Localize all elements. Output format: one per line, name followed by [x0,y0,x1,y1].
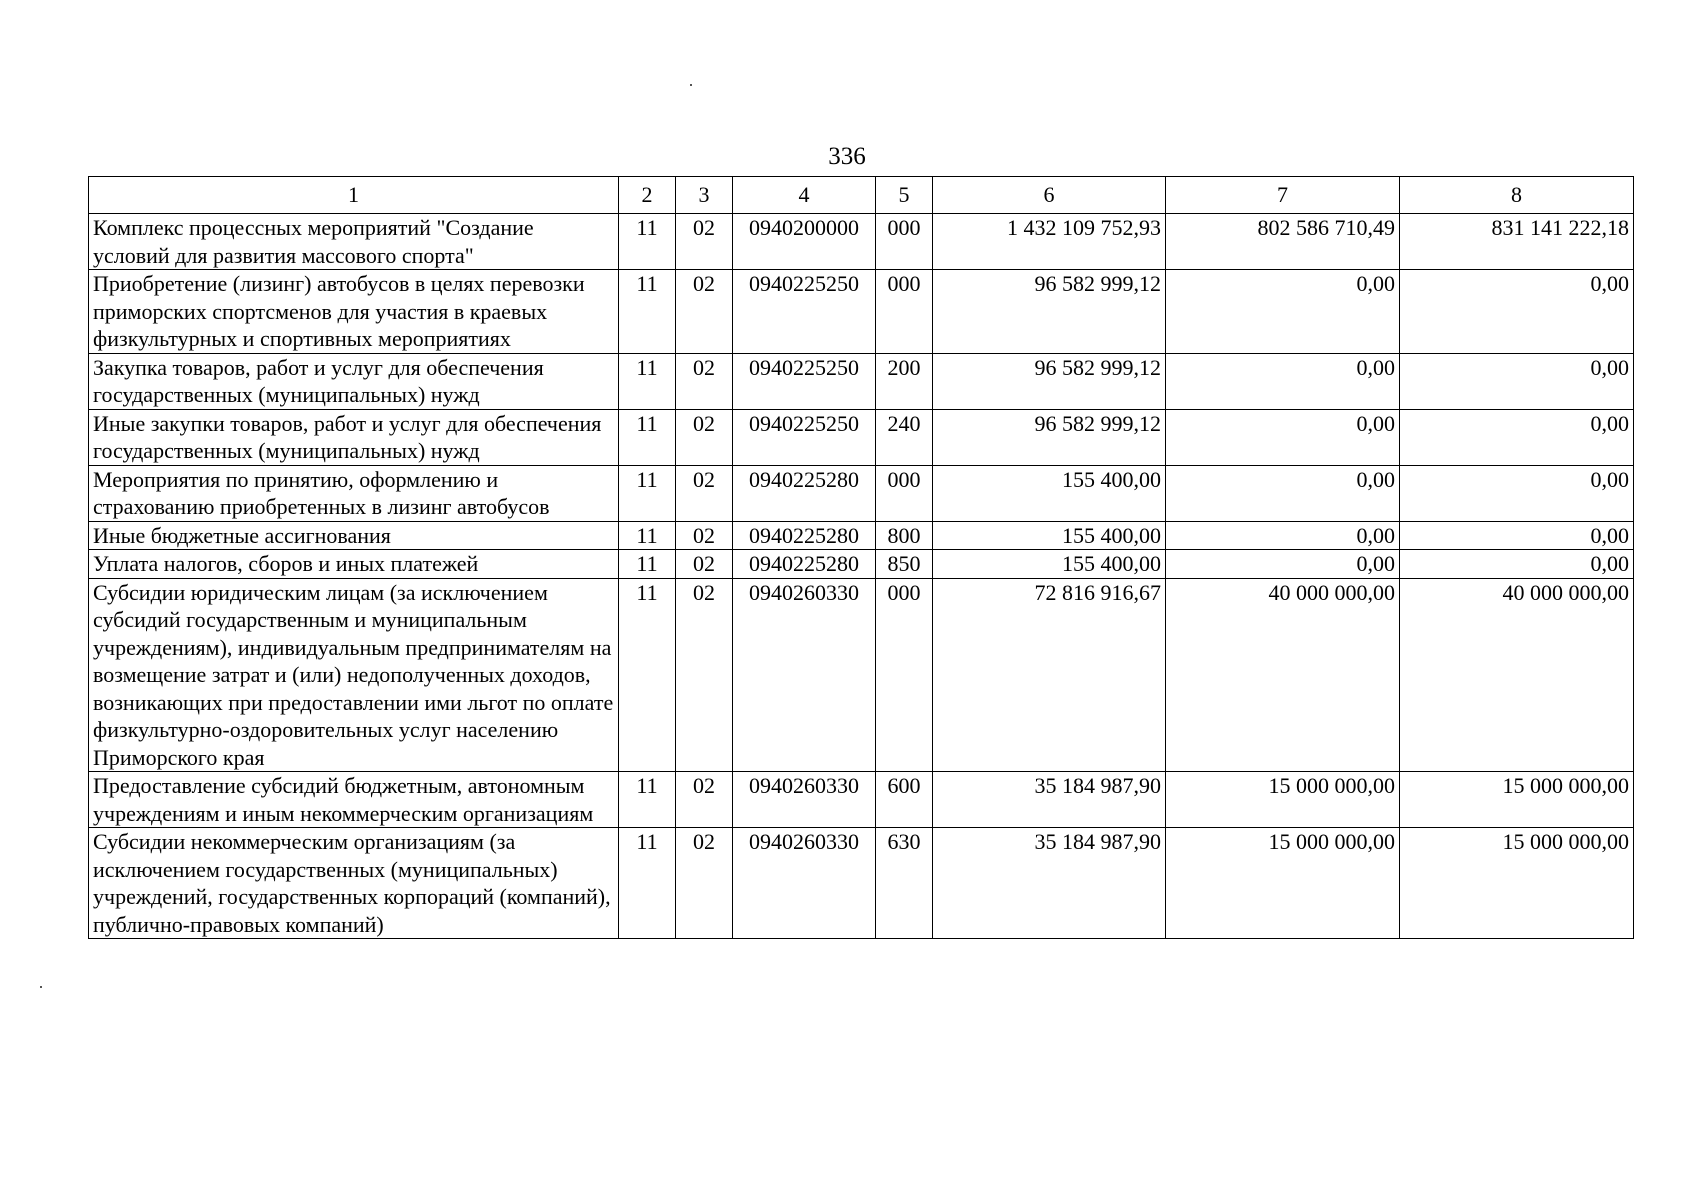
row-name: Уплата налогов, сборов и иных платежей [89,550,619,579]
row-target-code: 0940225280 [733,521,876,550]
header-col-3: 3 [676,177,733,214]
row-amount-col8: 0,00 [1400,550,1634,579]
row-section: 11 [619,772,676,828]
table-row [89,550,1634,579]
row-amount-col8: 0,00 [1400,465,1634,521]
row-expense-type: 000 [876,578,933,772]
row-amount-col7: 0,00 [1166,550,1400,579]
row-amount-col7: 0,00 [1166,465,1400,521]
header-col-7: 7 [1166,177,1400,214]
table-row [89,353,1634,409]
row-amount-col7: 15 000 000,00 [1166,772,1400,828]
table-row [89,214,1634,270]
row-target-code: 0940260330 [733,828,876,939]
row-section: 11 [619,465,676,521]
header-col-5: 5 [876,177,933,214]
row-section: 11 [619,521,676,550]
row-name: Иные закупки товаров, работ и услуг для обеспечения государственных (муниципальных) нужд [89,409,619,465]
row-expense-type: 800 [876,521,933,550]
row-expense-type: 000 [876,214,933,270]
row-subsection: 02 [676,465,733,521]
row-target-code: 0940225280 [733,550,876,579]
table-row [89,521,1634,550]
header-col-8: 8 [1400,177,1634,214]
row-section: 11 [619,578,676,772]
row-subsection: 02 [676,550,733,579]
page-number: 336 [828,143,866,170]
table-row [89,270,1634,354]
row-section: 11 [619,270,676,354]
row-amount-col6: 35 184 987,90 [933,828,1166,939]
row-subsection: 02 [676,578,733,772]
row-amount-col8: 0,00 [1400,270,1634,354]
row-subsection: 02 [676,409,733,465]
row-subsection: 02 [676,270,733,354]
row-name: Предоставление субсидий бюджетным, автономным учреждениям и иным некоммерческим организациям [89,772,619,828]
table-row [89,772,1634,828]
row-subsection: 02 [676,772,733,828]
header-col-4: 4 [733,177,876,214]
row-section: 11 [619,828,676,939]
row-subsection: 02 [676,214,733,270]
row-name: Мероприятия по принятию, оформлению и страхованию приобретенных в лизинг автобусов [89,465,619,521]
row-amount-col8: 0,00 [1400,353,1634,409]
row-amount-col6: 96 582 999,12 [933,409,1166,465]
scan-speck [40,986,42,988]
row-section: 11 [619,409,676,465]
row-subsection: 02 [676,353,733,409]
header-row [89,177,1634,214]
row-target-code: 0940260330 [733,578,876,772]
row-section: 11 [619,550,676,579]
row-amount-col7: 0,00 [1166,270,1400,354]
row-expense-type: 240 [876,409,933,465]
row-amount-col8: 15 000 000,00 [1400,828,1634,939]
row-amount-col7: 802 586 710,49 [1166,214,1400,270]
row-amount-col6: 96 582 999,12 [933,270,1166,354]
row-expense-type: 630 [876,828,933,939]
row-expense-type: 000 [876,465,933,521]
row-target-code: 0940200000 [733,214,876,270]
table-row [89,828,1634,939]
row-name: Закупка товаров, работ и услуг для обеспечения государственных (муниципальных) нужд [89,353,619,409]
row-amount-col8: 40 000 000,00 [1400,578,1634,772]
row-amount-col7: 0,00 [1166,521,1400,550]
row-amount-col6: 155 400,00 [933,465,1166,521]
row-amount-col6: 35 184 987,90 [933,772,1166,828]
row-section: 11 [619,353,676,409]
row-amount-col7: 0,00 [1166,409,1400,465]
row-name: Субсидии юридическим лицам (за исключением субсидий государственным и муниципальным учреждениям), индивидуальным предпринимателям на возмещение затрат и (или) недополученных доходов, возникающих при предоставлении ими льгот по оплате физкультурно-оздоровительных услуг населению Приморского края [89,578,619,772]
row-amount-col8: 0,00 [1400,409,1634,465]
row-target-code: 0940225250 [733,409,876,465]
scan-speck [690,84,692,86]
header-col-2: 2 [619,177,676,214]
row-amount-col7: 40 000 000,00 [1166,578,1400,772]
row-subsection: 02 [676,828,733,939]
row-expense-type: 200 [876,353,933,409]
row-target-code: 0940225250 [733,353,876,409]
row-name: Комплекс процессных мероприятий "Создание условий для развития массового спорта" [89,214,619,270]
row-amount-col6: 155 400,00 [933,550,1166,579]
header-col-6: 6 [933,177,1166,214]
table-row [89,578,1634,772]
row-target-code: 0940260330 [733,772,876,828]
row-expense-type: 850 [876,550,933,579]
row-target-code: 0940225250 [733,270,876,354]
row-amount-col6: 1 432 109 752,93 [933,214,1166,270]
row-name: Приобретение (лизинг) автобусов в целях перевозки приморских спортсменов для участия в краевых физкультурных и спортивных мероприятиях [89,270,619,354]
header-col-1: 1 [89,177,619,214]
table-row [89,409,1634,465]
row-name: Иные бюджетные ассигнования [89,521,619,550]
row-amount-col7: 0,00 [1166,353,1400,409]
row-section: 11 [619,214,676,270]
row-amount-col6: 155 400,00 [933,521,1166,550]
row-amount-col8: 831 141 222,18 [1400,214,1634,270]
budget-table [88,176,1634,939]
row-expense-type: 000 [876,270,933,354]
row-amount-col6: 96 582 999,12 [933,353,1166,409]
row-amount-col6: 72 816 916,67 [933,578,1166,772]
row-name: Субсидии некоммерческим организациям (за исключением государственных (муниципальных) учреждений, государственных корпораций (компаний), публично-правовых компаний) [89,828,619,939]
row-amount-col8: 15 000 000,00 [1400,772,1634,828]
row-amount-col7: 15 000 000,00 [1166,828,1400,939]
row-amount-col8: 0,00 [1400,521,1634,550]
row-subsection: 02 [676,521,733,550]
row-expense-type: 600 [876,772,933,828]
row-target-code: 0940225280 [733,465,876,521]
table-row [89,465,1634,521]
